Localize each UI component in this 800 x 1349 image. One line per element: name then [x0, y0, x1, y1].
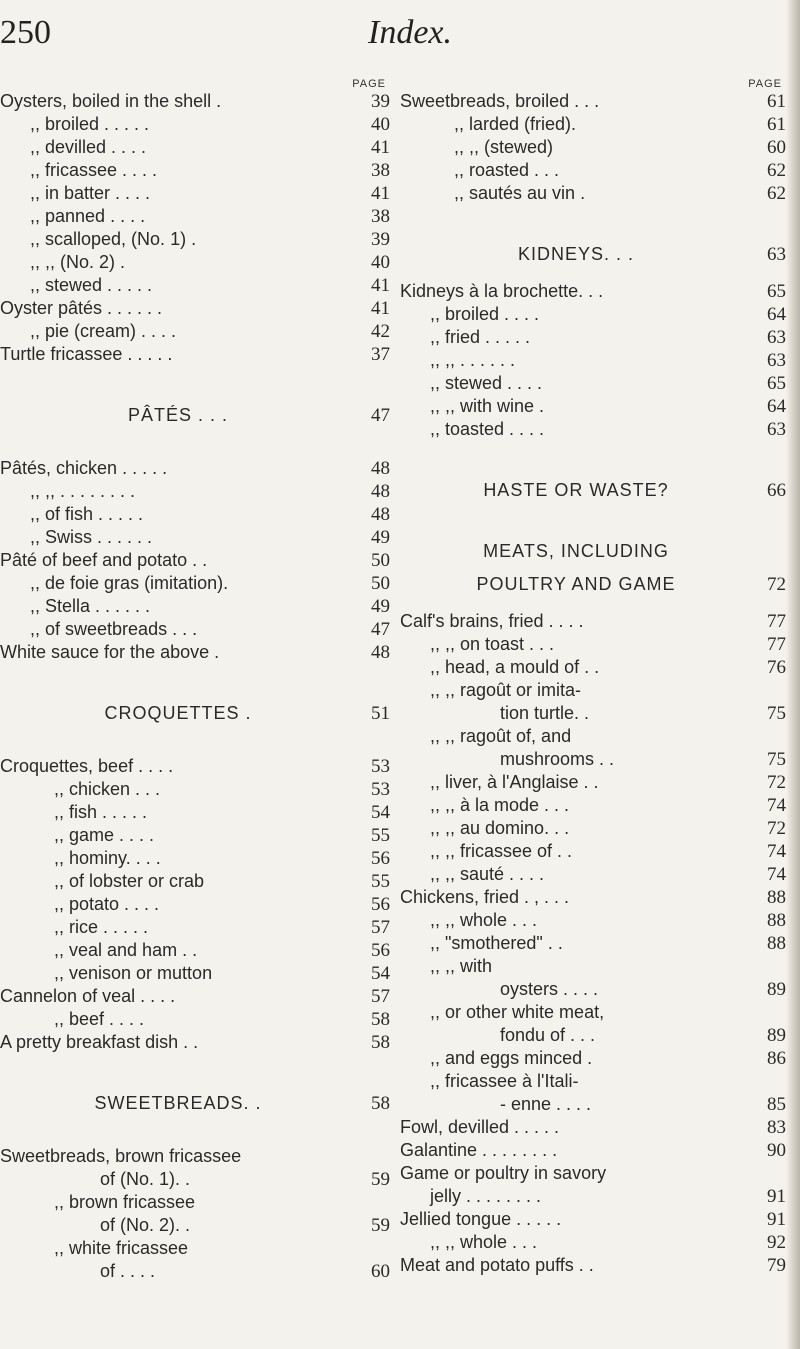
- entry-text: ,, fried . . . . .: [430, 327, 531, 347]
- entry-text: ,, ,, with: [430, 956, 493, 976]
- entry-text: fondu of . . .: [500, 1025, 596, 1045]
- index-entry: [0, 985, 390, 1008]
- index-entry: [0, 136, 390, 159]
- index-entry: [400, 1231, 786, 1254]
- entry-page-number: 77: [767, 611, 786, 632]
- entry-text: ,, roasted . . .: [454, 160, 560, 180]
- entry-page-number: 63: [767, 419, 786, 440]
- index-entry: [0, 90, 390, 113]
- entry-text: ,, ,, (stewed): [454, 137, 554, 157]
- entry-text: ,, white fricassee: [54, 1238, 189, 1258]
- index-entry: [0, 205, 390, 228]
- index-entry: [0, 1008, 390, 1031]
- page-edge-shadow: [786, 0, 800, 1349]
- index-entry: [400, 679, 786, 702]
- entry-text: Calf's brains, fried . . . .: [400, 611, 584, 631]
- entry-text: ,, pie (cream) . . . .: [30, 321, 177, 341]
- entry-text: ,, hominy. . . .: [54, 848, 161, 868]
- entry-page-number: 41: [371, 137, 390, 158]
- index-entry: [0, 297, 390, 320]
- entry-text: ,, liver, à l'Anglaise . .: [430, 772, 599, 792]
- index-entry: [0, 778, 390, 801]
- entry-page-number: 54: [371, 963, 390, 984]
- entry-text: oysters . . . .: [500, 979, 599, 999]
- index-entry: [0, 228, 390, 251]
- entry-text: - enne . . . .: [500, 1094, 592, 1114]
- index-entry: [400, 418, 786, 441]
- entry-page-number: 88: [767, 887, 786, 908]
- right-column: [400, 78, 786, 1277]
- entry-text: Chickens, fried . , . . .: [400, 887, 570, 907]
- entry-text: Pâtés, chicken . . . . .: [0, 458, 168, 478]
- entry-text: Croquettes, beef . . . .: [0, 756, 174, 776]
- entry-text: ,, ,, à la mode . . .: [430, 795, 570, 815]
- section-heading-meats-line1: MEATS, INCLUDING: [483, 541, 669, 561]
- entry-text: Kidneys à la brochette. . .: [400, 281, 604, 301]
- entry-text: ,, ,, on toast . . .: [430, 634, 555, 654]
- entry-page-number: 41: [371, 183, 390, 204]
- index-entry: [0, 1237, 390, 1260]
- index-entry: [400, 280, 786, 303]
- entry-text: ,, of lobster or crab: [54, 871, 205, 891]
- index-entry: [0, 618, 390, 641]
- entry-text: ,, veal and ham . .: [54, 940, 198, 960]
- entry-page-number: 60: [767, 137, 786, 158]
- index-entry: [400, 633, 786, 656]
- index-entry: [0, 962, 390, 985]
- index-entry: [0, 320, 390, 343]
- entry-page-number: 59: [371, 1169, 390, 1190]
- entry-text: ,, beef . . . .: [54, 1009, 145, 1029]
- entry-page-number: 37: [371, 344, 390, 365]
- index-entry: [400, 159, 786, 182]
- entry-page-number: 55: [371, 871, 390, 892]
- entry-page-number: 38: [371, 206, 390, 227]
- entry-page-number: 49: [371, 596, 390, 617]
- entry-text: ,, chicken . . .: [54, 779, 161, 799]
- index-entry: [0, 503, 390, 526]
- section-heading-sweetbreads: SWEETBREADS. . 58: [94, 1093, 390, 1114]
- entry-text: ,, ,, whole . . .: [430, 1232, 538, 1252]
- entry-page-number: 92: [767, 1232, 786, 1253]
- entry-text: ,, ,, whole . . .: [430, 910, 538, 930]
- entry-text: Game or poultry in savory: [400, 1163, 607, 1183]
- index-entry: [0, 595, 390, 618]
- entry-text: ,, Stella . . . . . .: [30, 596, 151, 616]
- entry-text: ,, or other white meat,: [430, 1002, 605, 1022]
- entry-text: tion turtle. .: [500, 703, 590, 723]
- entry-page-number: 48: [371, 504, 390, 525]
- entry-text: ,, potato . . . .: [54, 894, 160, 914]
- index-entry: [0, 182, 390, 205]
- index-entry: [400, 1047, 786, 1070]
- entry-page-number: 86: [767, 1048, 786, 1069]
- entry-page-number: 77: [767, 634, 786, 655]
- entry-text: ,, stewed . . . .: [430, 373, 543, 393]
- entry-page-number: 58: [371, 1009, 390, 1030]
- entry-page-number: 72: [767, 818, 786, 839]
- index-entry: [400, 725, 786, 748]
- index-entry: [0, 549, 390, 572]
- index-entry: [0, 847, 390, 870]
- index-entry: [0, 1191, 390, 1214]
- index-entry: [0, 870, 390, 893]
- meats-section: [400, 610, 786, 1277]
- entry-text: Sweetbreads, brown fricassee: [0, 1146, 242, 1166]
- index-entry: [400, 909, 786, 932]
- index-entry: [400, 932, 786, 955]
- index-entry: [400, 702, 786, 725]
- entry-text: ,, rice . . . . .: [54, 917, 149, 937]
- kidneys-section: [400, 280, 786, 441]
- entry-text: Pâté of beef and potato . .: [0, 550, 208, 570]
- section-heading-pates: PÂTÉS . . . 47: [127, 405, 390, 426]
- entry-text: ,, fish . . . . .: [54, 802, 148, 822]
- entry-page-number: 40: [371, 114, 390, 135]
- entry-page-number: 91: [767, 1186, 786, 1207]
- index-entry: [400, 748, 786, 771]
- index-entry: [0, 755, 390, 778]
- entry-page-number: 88: [767, 910, 786, 931]
- index-entry: [0, 801, 390, 824]
- entry-text: of (No. 2). .: [100, 1215, 191, 1235]
- entry-text: ,, ,, ragoût or imita-: [430, 680, 582, 700]
- index-entry: [0, 274, 390, 297]
- index-entry: [400, 113, 786, 136]
- entry-page-number: 63: [767, 350, 786, 371]
- section-heading-meats-line2: POULTRY AND GAME 72: [476, 574, 786, 595]
- index-entry: [400, 136, 786, 159]
- page-column-label: PAGE: [748, 78, 782, 90]
- entry-text: ,, venison or mutton: [54, 963, 213, 983]
- index-entry: [0, 641, 390, 664]
- index-entry: [400, 610, 786, 633]
- entry-page-number: 64: [767, 304, 786, 325]
- index-entry: [400, 978, 786, 1001]
- entry-page-number: 42: [371, 321, 390, 342]
- entry-text: ,, game . . . .: [54, 825, 155, 845]
- entry-page-number: 62: [767, 183, 786, 204]
- entry-page-number: 47: [371, 619, 390, 640]
- index-entry: [0, 939, 390, 962]
- entry-page-number: 55: [371, 825, 390, 846]
- entry-page-number: 50: [371, 550, 390, 571]
- index-entry: [400, 771, 786, 794]
- section-heading-haste: HASTE OR WASTE? 66: [483, 480, 786, 501]
- entry-text: ,, fricassee à l'Itali-: [430, 1071, 579, 1091]
- entry-text: ,, ,, (No. 2) .: [30, 252, 126, 272]
- entry-page-number: 53: [371, 756, 390, 777]
- index-entry: [0, 480, 390, 503]
- entry-text: Oyster pâtés . . . . . .: [0, 298, 163, 318]
- index-entry: [400, 840, 786, 863]
- entry-page-number: 85: [767, 1094, 786, 1115]
- entry-text: ,, broiled . . . .: [430, 304, 540, 324]
- entry-page-number: 54: [371, 802, 390, 823]
- entry-page-number: 58: [371, 1032, 390, 1053]
- entry-text: ,, head, a mould of . .: [430, 657, 600, 677]
- entry-page-number: 57: [371, 986, 390, 1007]
- index-entry: [400, 1116, 786, 1139]
- entry-page-number: 62: [767, 160, 786, 181]
- index-entry: [400, 817, 786, 840]
- sweetbreads-section: [0, 1145, 390, 1283]
- entry-page-number: 48: [371, 481, 390, 502]
- index-entry: [0, 159, 390, 182]
- entry-page-number: 91: [767, 1209, 786, 1230]
- entry-text: Sweetbreads, broiled . . .: [400, 91, 600, 111]
- entry-page-number: 41: [371, 275, 390, 296]
- index-entry: [400, 955, 786, 978]
- entry-page-number: 63: [767, 327, 786, 348]
- entry-page-number: 59: [371, 1215, 390, 1236]
- entry-text: Jellied tongue . . . . .: [400, 1209, 562, 1229]
- entry-text: ,, Swiss . . . . . .: [30, 527, 153, 547]
- croquettes-section: [0, 755, 390, 1054]
- entry-page-number: 90: [767, 1140, 786, 1161]
- index-entry: [0, 1260, 390, 1283]
- entry-text: ,, devilled . . . .: [30, 137, 147, 157]
- index-entry: [400, 372, 786, 395]
- entry-text: ,, "smothered" . .: [430, 933, 563, 953]
- index-entry: [0, 893, 390, 916]
- entry-page-number: 56: [371, 848, 390, 869]
- entry-page-number: 56: [371, 940, 390, 961]
- entry-text: ,, ,, . . . . . .: [430, 350, 516, 370]
- left-column: [0, 78, 390, 1283]
- entry-page-number: 48: [371, 458, 390, 479]
- index-entry: [400, 886, 786, 909]
- entry-page-number: 61: [767, 91, 786, 112]
- sweetbreads-continued-section: [400, 90, 786, 205]
- index-entry: [400, 1093, 786, 1116]
- entry-text: ,, ,, . . . . . . . .: [30, 481, 136, 501]
- entry-text: ,, ,, au domino. . .: [430, 818, 570, 838]
- entry-text: Oysters, boiled in the shell .: [0, 91, 222, 111]
- entry-page-number: 53: [371, 779, 390, 800]
- entry-page-number: 83: [767, 1117, 786, 1138]
- entry-page-number: 41: [371, 298, 390, 319]
- index-entry: [0, 1214, 390, 1237]
- index-entry: [0, 572, 390, 595]
- entry-page-number: 38: [371, 160, 390, 181]
- index-entry: [0, 113, 390, 136]
- index-entry: [400, 395, 786, 418]
- entry-page-number: 56: [371, 894, 390, 915]
- section-heading-croquettes: CROQUETTES . 51: [104, 703, 390, 724]
- index-entry: [400, 90, 786, 113]
- index-entry: [400, 1185, 786, 1208]
- section-heading-kidneys: KIDNEYS. . . 63: [517, 244, 786, 265]
- entry-page-number: 48: [371, 642, 390, 663]
- index-entry: [400, 303, 786, 326]
- index-entry: [0, 824, 390, 847]
- index-entry: [0, 916, 390, 939]
- entry-text: ,, and eggs minced .: [430, 1048, 593, 1068]
- entry-text: ,, of sweetbreads . . .: [30, 619, 198, 639]
- entry-text: of (No. 1). .: [100, 1169, 191, 1189]
- entry-text: ,, stewed . . . . .: [30, 275, 153, 295]
- index-entry: [400, 863, 786, 886]
- index-entry: [0, 457, 390, 480]
- entry-text: ,, larded (fried).: [454, 114, 577, 134]
- entry-page-number: 89: [767, 1025, 786, 1046]
- index-entry: [0, 526, 390, 549]
- entry-text: mushrooms . .: [500, 749, 615, 769]
- entry-page-number: 65: [767, 373, 786, 394]
- entry-text: Fowl, devilled . . . . .: [400, 1117, 560, 1137]
- index-entry: [0, 1145, 390, 1168]
- entry-page-number: 74: [767, 795, 786, 816]
- index-entry: [0, 251, 390, 274]
- index-entry: [400, 1139, 786, 1162]
- entry-page-number: 65: [767, 281, 786, 302]
- entry-page-number: 61: [767, 114, 786, 135]
- entry-text: ,, de foie gras (imitation).: [30, 573, 229, 593]
- entry-text: White sauce for the above .: [0, 642, 220, 662]
- running-title: Index.: [368, 14, 453, 51]
- index-entry: [0, 1031, 390, 1054]
- index-entry: [400, 1208, 786, 1231]
- entry-text: ,, fricassee . . . .: [30, 160, 158, 180]
- page-column-label: PAGE: [352, 78, 386, 90]
- entry-text: ,, ,, with wine .: [430, 396, 545, 416]
- entry-text: Galantine . . . . . . . .: [400, 1140, 558, 1160]
- entry-text: ,, ,, sauté . . . .: [430, 864, 545, 884]
- entry-page-number: 50: [371, 573, 390, 594]
- entry-text: ,, broiled . . . . .: [30, 114, 150, 134]
- index-entry: [400, 656, 786, 679]
- entry-text: ,, of fish . . . . .: [30, 504, 144, 524]
- pates-section: [0, 457, 390, 664]
- entry-text: Meat and potato puffs . .: [400, 1255, 594, 1275]
- index-entry: [0, 1168, 390, 1191]
- entry-page-number: 76: [767, 657, 786, 678]
- entry-page-number: 74: [767, 841, 786, 862]
- entry-text: A pretty breakfast dish . .: [0, 1032, 199, 1052]
- entry-text: Cannelon of veal . . . .: [0, 986, 176, 1006]
- entry-text: ,, brown fricassee: [54, 1192, 196, 1212]
- entry-text: ,, sautés au vin .: [454, 183, 586, 203]
- index-entry: [400, 794, 786, 817]
- entry-text: ,, ,, ragoût of, and: [430, 726, 572, 746]
- entry-text: ,, toasted . . . .: [430, 419, 545, 439]
- entry-text: ,, ,, fricassee of . .: [430, 841, 573, 861]
- entry-page-number: 75: [767, 749, 786, 770]
- entry-page-number: 75: [767, 703, 786, 724]
- page-header: [0, 14, 800, 64]
- entry-text: of . . . .: [100, 1261, 156, 1281]
- entry-text: Turtle fricassee . . . . .: [0, 344, 173, 364]
- entry-text: ,, in batter . . . .: [30, 183, 151, 203]
- index-entry: [0, 343, 390, 366]
- entry-page-number: 39: [371, 91, 390, 112]
- entry-page-number: 72: [767, 772, 786, 793]
- entry-page-number: 74: [767, 864, 786, 885]
- index-entry: [400, 1162, 786, 1185]
- entry-page-number: 60: [371, 1261, 390, 1282]
- index-entry: [400, 1001, 786, 1024]
- entry-text: ,, scalloped, (No. 1) .: [30, 229, 197, 249]
- entry-text: ,, panned . . . .: [30, 206, 146, 226]
- index-entry: [400, 349, 786, 372]
- entry-page-number: 49: [371, 527, 390, 548]
- entry-page-number: 39: [371, 229, 390, 250]
- index-entry: [400, 1024, 786, 1047]
- index-entry: [400, 1254, 786, 1277]
- index-entry: [400, 326, 786, 349]
- index-entry: [400, 182, 786, 205]
- entry-page-number: 40: [371, 252, 390, 273]
- entry-page-number: 88: [767, 933, 786, 954]
- entry-text: jelly . . . . . . . .: [430, 1186, 542, 1206]
- entry-page-number: 89: [767, 979, 786, 1000]
- entry-page-number: 79: [767, 1255, 786, 1276]
- page-number: 250: [0, 14, 51, 51]
- index-entry: [400, 1070, 786, 1093]
- oysters-section: [0, 90, 390, 366]
- entry-page-number: 57: [371, 917, 390, 938]
- entry-page-number: 64: [767, 396, 786, 417]
